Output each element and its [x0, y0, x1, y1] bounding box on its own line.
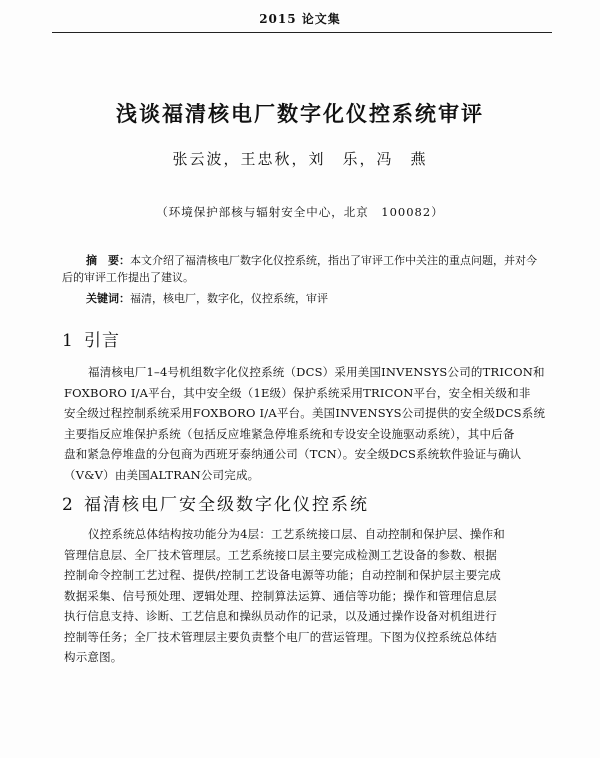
paragraph-line: 控制命令控制工艺过程、提供/控制工艺设备电源等功能；自动控制和保护层主要完成: [64, 568, 501, 582]
paragraph-line: 仪控系统总体结构按功能分为4层：工艺系统接口层、自动控制和保护层、操作和: [88, 527, 506, 541]
paper-title: 浅谈福清核电厂数字化仪控系统审评: [116, 101, 484, 126]
section-title: 福清核电厂安全级数字化仪控系统: [84, 495, 369, 515]
paragraph-line: FOXBORO I/A平台，其中安全级（1E级）保护系统采用TRICON平台，安全相关级和非: [64, 385, 531, 400]
header-rule: [52, 32, 552, 33]
section-number: 1: [62, 331, 74, 351]
section-heading: [62, 326, 120, 351]
paragraph-line: 盘和紧急停堆盘的分包商为西班牙泰纳通公司（TCN）。安全级DCS系统软件验证与确认: [64, 447, 522, 461]
section-number: 2: [62, 495, 75, 515]
keywords: [86, 290, 546, 307]
paragraph-line: 安全级过程控制系统采用FOXBORO I/A平台。美国INVENSYS公司提供的安全级DCS系统: [64, 406, 546, 420]
paragraph-line: 控制等任务；全厂技术管理层主要负责整个电厂的营运管理。下图为仪控系统总体结: [64, 629, 497, 644]
section-paragraph: [64, 362, 546, 485]
section-heading: [62, 490, 369, 515]
paragraph-line: 数据采集、信号预处理、逻辑处理、控制算法运算、通信等功能；操作和管理信息层: [64, 588, 497, 603]
paragraph-line: 构示意图。: [64, 650, 123, 664]
paragraph-line: （V&V）由美国ALTRAN公司完成。: [64, 467, 260, 482]
abstract-label: 摘 要：: [86, 254, 130, 267]
paper-affiliation: （环境保护部核与辐射安全中心，北京 100082）: [156, 205, 444, 219]
paragraph-line: 执行信息支持、诊断、工艺信息和操纵员动作的记录，以及通过操作设备对机组进行: [64, 609, 497, 623]
abstract-text: 本文介绍了福清核电厂数字化仪控系统，指出了审评工作中关注的重点问题，并对今后的审评工作提出了建议。: [62, 254, 537, 284]
section-paragraph: [64, 524, 542, 668]
keywords-label: 关键词：: [86, 292, 130, 305]
running-header: 2015 论文集: [259, 12, 341, 26]
section-title: 引言: [84, 331, 120, 351]
paragraph-line: 管理信息层、全厂技术管理层。工艺系统接口层主要完成检测工艺设备的参数、根据: [64, 547, 497, 562]
paragraph-line: 主要指反应堆保护系统（包括反应堆紧急停堆系统和专设安全设施驱动系统），其中后备: [64, 426, 515, 441]
abstract: [62, 252, 540, 286]
paper-authors: 张云波，王忠秋，刘 乐，冯 燕: [172, 150, 428, 168]
paragraph-line: 福清核电厂1–4号机组数字化仪控系统（DCS）采用美国INVENSYS公司的TRICON和: [88, 365, 545, 379]
keywords-text: 福清，核电厂，数字化，仪控系统，审评: [130, 292, 328, 305]
